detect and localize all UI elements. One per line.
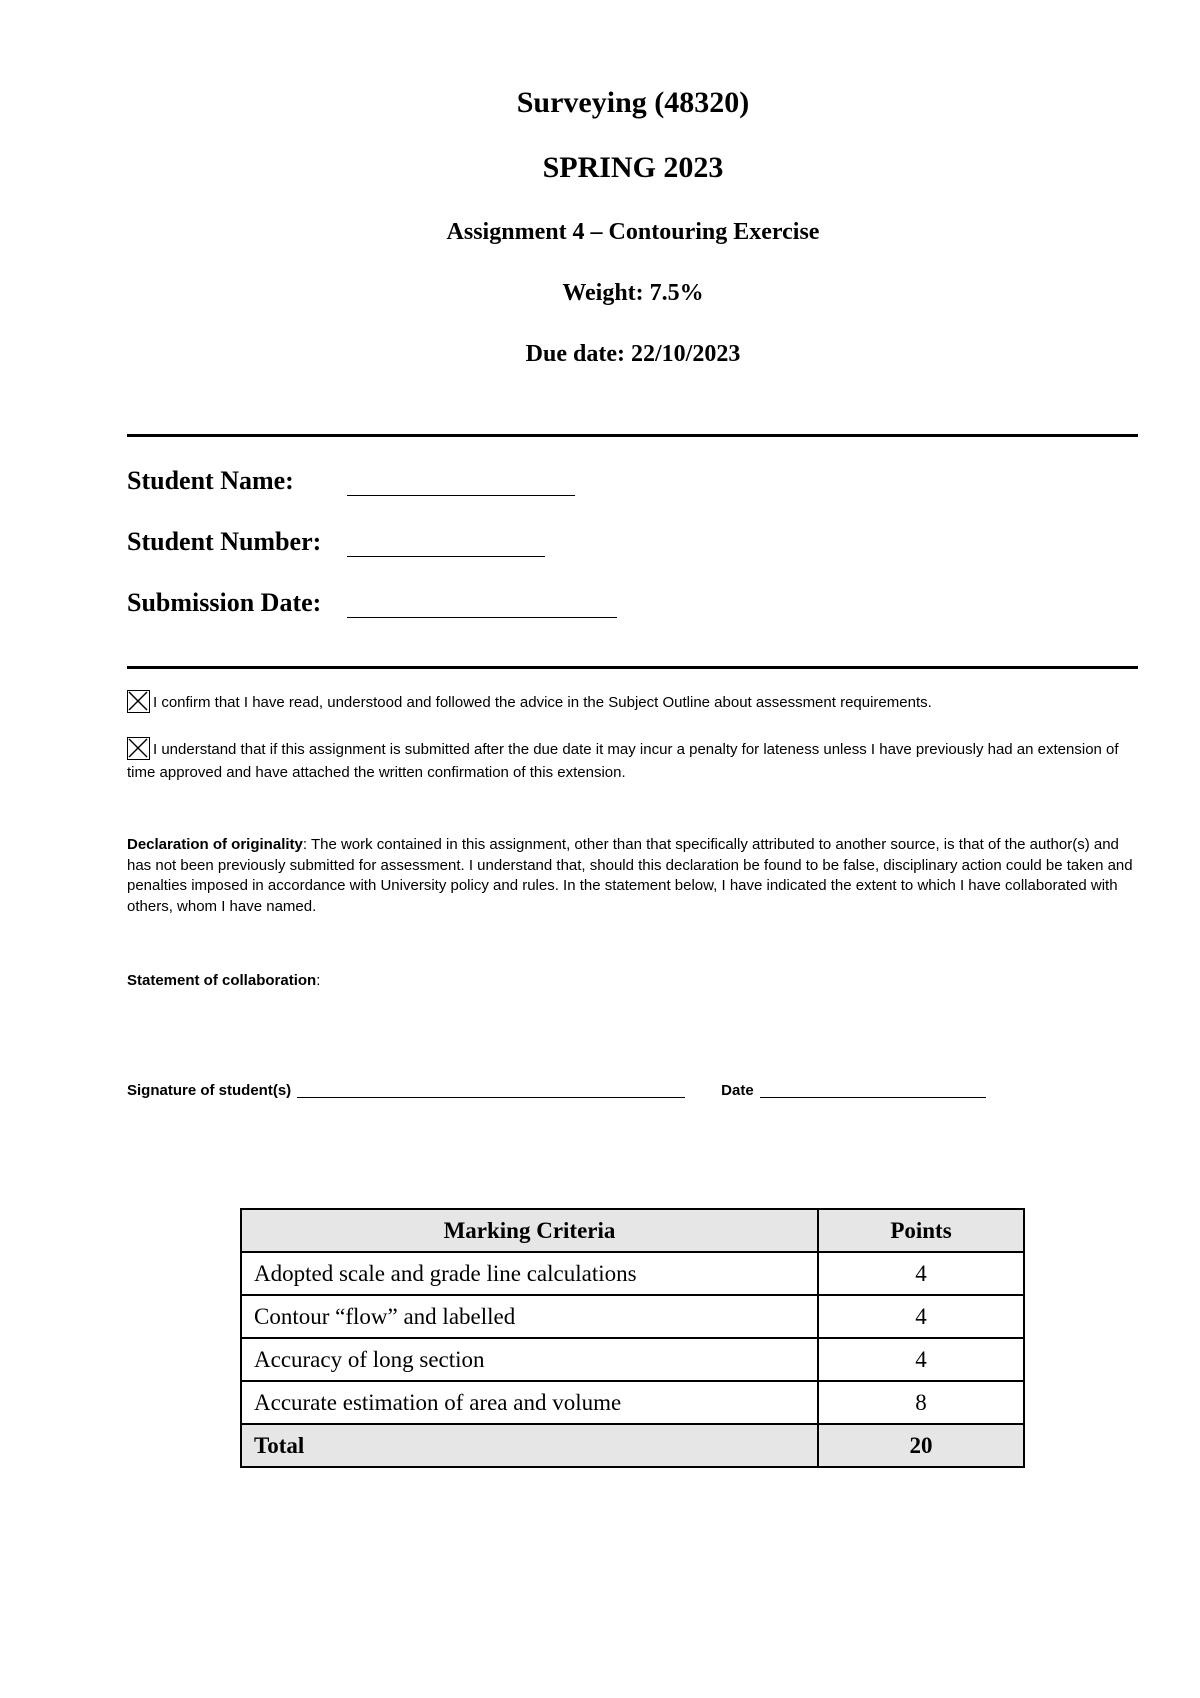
submission-date-field — [127, 588, 321, 618]
declaration-label: Declaration of originality — [127, 836, 303, 853]
points-column-header: Points — [818, 1209, 1024, 1252]
confirmation-text: I confirm that I have read, understood and followed the advice in the Subject Outline about assessment requirements. — [153, 694, 932, 711]
student-number-field — [127, 527, 321, 557]
total-row — [241, 1424, 1024, 1467]
collaboration-suffix: : — [316, 972, 321, 989]
assignment-title: Assignment 4 – Contouring Exercise — [446, 219, 820, 245]
criteria-cell: Contour “flow” and labelled — [241, 1295, 818, 1338]
marking-criteria-table — [240, 1208, 1025, 1468]
submission-date-blank[interactable] — [347, 617, 617, 618]
divider-top — [127, 434, 1138, 437]
student-name-blank[interactable] — [347, 495, 575, 496]
student-number-blank[interactable] — [347, 556, 545, 557]
assignment-weight: Weight: 7.5% — [562, 280, 704, 306]
criteria-cell: Accuracy of long section — [241, 1338, 818, 1381]
signature-date-label: Date — [721, 1082, 754, 1099]
divider-bottom — [127, 666, 1138, 669]
signature-label: Signature of student(s) — [127, 1082, 292, 1099]
checked-checkbox-icon[interactable] — [127, 690, 150, 713]
submission-date-label: Submission Date: — [127, 588, 322, 617]
student-name-field — [127, 466, 294, 496]
signature-blank[interactable] — [297, 1083, 685, 1098]
signature-row — [127, 1081, 1137, 1102]
table-row — [241, 1252, 1024, 1295]
points-cell: 4 — [818, 1338, 1024, 1381]
points-cell: 4 — [818, 1295, 1024, 1338]
confirmation-item — [127, 737, 1137, 784]
criteria-cell: Adopted scale and grade line calculations — [241, 1252, 818, 1295]
signature-date-blank[interactable] — [760, 1083, 986, 1098]
student-name-label: Student Name: — [127, 466, 294, 495]
declaration-of-originality — [127, 835, 1137, 917]
student-number-label: Student Number: — [127, 527, 322, 556]
table-row — [241, 1338, 1024, 1381]
statement-of-collaboration — [127, 971, 1137, 992]
confirmation-item — [127, 690, 1137, 714]
total-label: Total — [241, 1424, 818, 1467]
term-label: SPRING 2023 — [542, 151, 724, 184]
confirmation-text: I understand that if this assignment is submitted after the due date it may incur a penalty for lateness unless I have previously had an extension of time approved and have attached the written confirmation of this extension. — [127, 741, 1119, 781]
table-row — [241, 1295, 1024, 1338]
criteria-cell: Accurate estimation of area and volume — [241, 1381, 818, 1424]
table-header-row — [241, 1209, 1024, 1252]
collaboration-label: Statement of collaboration — [127, 972, 317, 989]
checked-checkbox-icon[interactable] — [127, 737, 150, 760]
due-date: Due date: 22/10/2023 — [525, 341, 741, 367]
course-title: Surveying (48320) — [516, 86, 750, 119]
points-cell: 4 — [818, 1252, 1024, 1295]
table-row — [241, 1381, 1024, 1424]
declaration-text: : The work contained in this assignment, other than that specifically attributed to another source, is that of the author(s) and has not been previously submitted for assessment. I understand that, should this declaration be found to be false, disciplinary action could be taken and penalties imposed in accordance with University policy and rules. In the statement below, I have indicated the extent to which I have collaborated with others, whom I have named. — [127, 836, 1133, 915]
total-points: 20 — [818, 1424, 1024, 1467]
points-cell: 8 — [818, 1381, 1024, 1424]
criteria-column-header: Marking Criteria — [241, 1209, 818, 1252]
